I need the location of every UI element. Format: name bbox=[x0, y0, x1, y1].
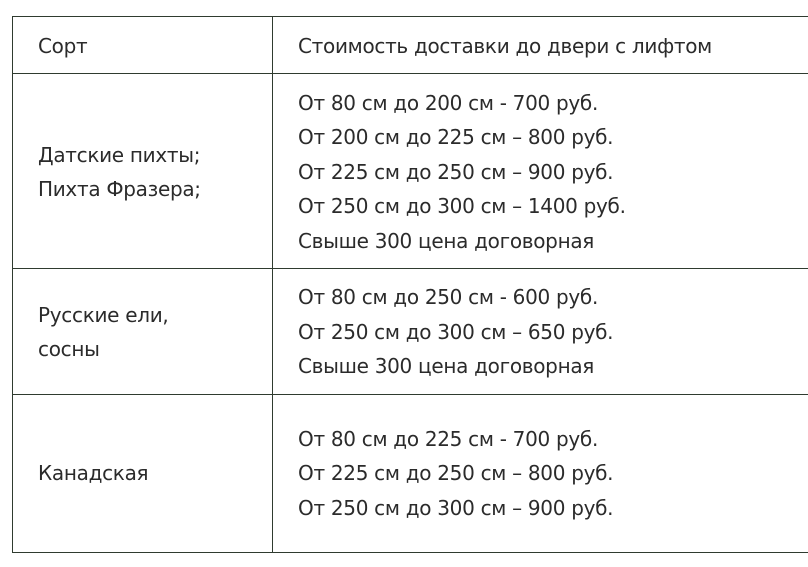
price-line: От 80 см до 200 см - 700 руб. bbox=[298, 90, 599, 115]
sort-line: сосны bbox=[38, 337, 100, 361]
price-line: Свыше 300 цена договорная bbox=[298, 354, 595, 379]
price-cell bbox=[273, 395, 808, 553]
price-line: От 250 см до 300 см – 900 руб. bbox=[298, 495, 614, 520]
delivery-price-table bbox=[12, 16, 808, 553]
table-row bbox=[13, 395, 808, 553]
price-line: От 80 см до 225 см - 700 руб. bbox=[298, 426, 599, 451]
price-line: От 250 см до 300 см – 1400 руб. bbox=[298, 194, 626, 219]
price-line: Свыше 300 цена договорная bbox=[298, 228, 595, 253]
table-row bbox=[13, 74, 808, 269]
header-delivery-price: Стоимость доставки до двери с лифтом bbox=[273, 17, 808, 74]
price-cell bbox=[273, 269, 808, 395]
sort-line: Русские ели, bbox=[38, 302, 169, 327]
sort-line: Датские пихты; bbox=[38, 142, 201, 167]
price-cell bbox=[273, 74, 808, 269]
sort-cell bbox=[13, 395, 273, 553]
price-line: От 225 см до 250 см – 900 руб. bbox=[298, 159, 614, 184]
price-line: От 200 см до 225 см – 800 руб. bbox=[298, 125, 614, 150]
sort-cell bbox=[13, 269, 273, 395]
price-line: От 225 см до 250 см – 800 руб. bbox=[298, 461, 614, 486]
sort-line: Канадская bbox=[38, 461, 149, 486]
table-row bbox=[13, 269, 808, 395]
header-sort: Сорт bbox=[13, 17, 273, 74]
price-line: От 250 см до 300 см – 650 руб. bbox=[298, 319, 614, 344]
sort-cell bbox=[13, 74, 273, 269]
table-header-row bbox=[13, 17, 808, 74]
price-line: От 80 см до 250 см - 600 руб. bbox=[298, 285, 599, 310]
sort-line: Пихта Фразера; bbox=[38, 177, 201, 201]
